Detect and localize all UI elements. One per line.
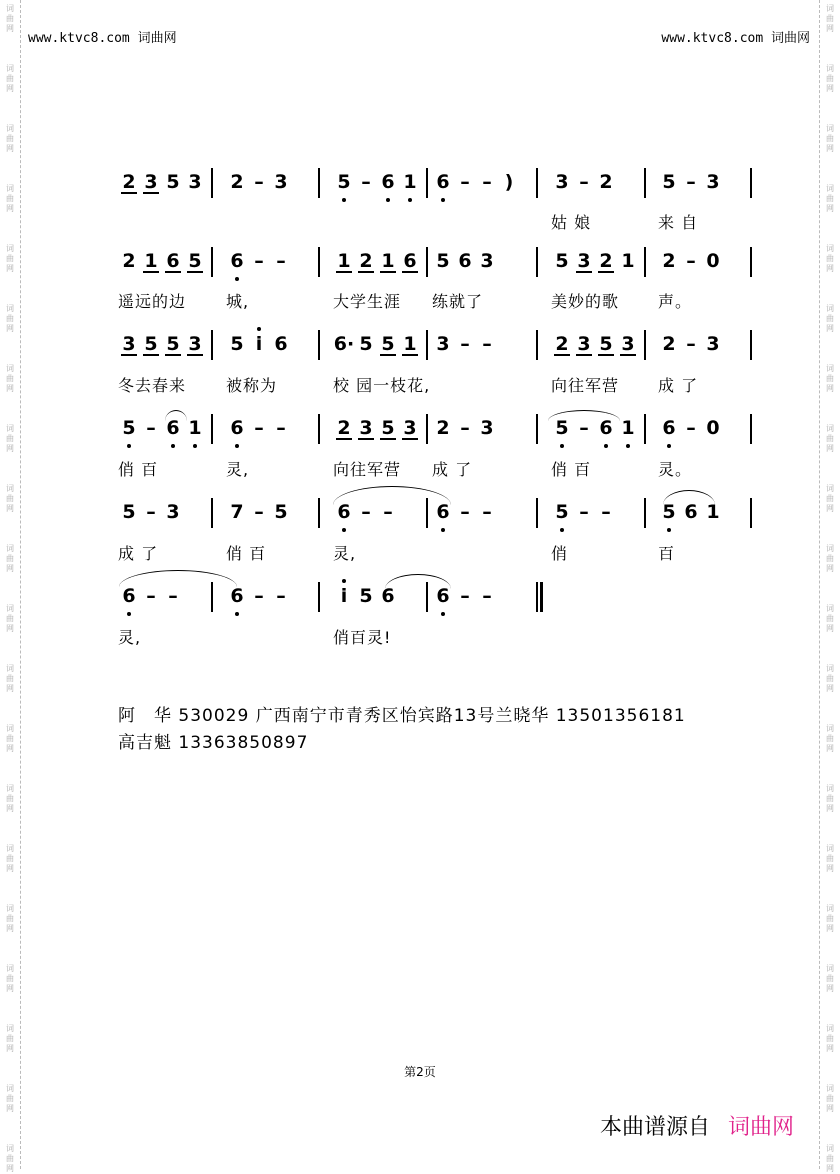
watermark-text: 词 曲 网 (6, 364, 14, 393)
watermark-text: 词 曲 网 (826, 1024, 834, 1053)
page-number: 第2页 (404, 1065, 436, 1079)
note: 3 (274, 171, 288, 193)
score-measure (226, 582, 292, 622)
note: – (168, 585, 178, 607)
lyric: 向往军营 (551, 376, 620, 395)
note: i (248, 330, 270, 358)
note: 5 (662, 171, 676, 193)
note: 1 (184, 414, 206, 442)
note: – (254, 417, 264, 439)
barline (426, 247, 428, 277)
barline (318, 498, 320, 528)
note: 5 (551, 414, 573, 442)
lyric: 声。 (658, 292, 693, 311)
lyric: 灵, (118, 628, 142, 647)
score-measure (226, 168, 292, 208)
note: 1 (621, 250, 635, 272)
score-measure (333, 414, 421, 454)
barline (536, 498, 538, 528)
note: 2 (122, 250, 136, 272)
watermark-text: 词 曲 网 (6, 304, 14, 333)
barline (211, 498, 213, 528)
watermark-text: 词 曲 网 (6, 184, 14, 213)
score-measure (432, 247, 498, 287)
score-measure (118, 414, 206, 454)
note: – (579, 501, 589, 523)
note: – (146, 585, 156, 607)
watermark-text: 词 曲 网 (826, 364, 834, 393)
note: 5 (230, 333, 244, 355)
note: – (579, 417, 589, 439)
score-measure (118, 330, 206, 370)
note: 6 (399, 247, 421, 275)
barline (750, 498, 752, 528)
barline (536, 414, 538, 444)
slur (165, 410, 187, 421)
note: – (482, 501, 492, 523)
barline (318, 168, 320, 198)
lyric: 俏 百 (551, 460, 592, 479)
watermark-text: 词 曲 网 (826, 604, 834, 633)
watermark-text: 词 曲 网 (826, 664, 834, 693)
note: – (276, 417, 286, 439)
note: 3 (573, 247, 595, 275)
note: – (254, 585, 264, 607)
note: 5 (359, 585, 373, 607)
lyric: 百 (658, 544, 676, 563)
note: 5 (658, 498, 680, 526)
lyric: 俏 百 (118, 460, 159, 479)
note: – (276, 250, 286, 272)
note: 5 (184, 247, 206, 275)
note: – (254, 250, 264, 272)
barline (536, 168, 538, 198)
note: 3 (188, 171, 202, 193)
note: 5 (551, 498, 573, 526)
note: 6 (226, 582, 248, 610)
watermark-text: 词 曲 网 (6, 604, 14, 633)
score-measure (432, 414, 498, 454)
note: – (686, 250, 696, 272)
note: 5 (377, 414, 399, 442)
source-prefix: 本曲谱源自 (599, 1115, 710, 1140)
score-measure (658, 247, 724, 287)
note: 2 (595, 247, 617, 275)
score-measure (333, 168, 421, 208)
score-row (118, 330, 758, 370)
note: 6 (432, 582, 454, 610)
note: – (254, 171, 264, 193)
watermark-text: 词 曲 网 (6, 124, 14, 153)
note: – (579, 171, 589, 193)
lyric: 俏百灵! (333, 628, 392, 647)
lyric: 姑 娘 (551, 213, 592, 232)
note: 3 (480, 417, 494, 439)
barline (536, 582, 538, 612)
header-site-left[interactable]: www.ktvc8.com 词曲网 (28, 31, 177, 46)
watermark-text: 词 曲 网 (826, 784, 834, 813)
note: 6 (432, 498, 454, 526)
note: 6 (658, 414, 680, 442)
lyric: 俏 (551, 544, 569, 563)
note: 2 (551, 330, 573, 358)
note: 1 (140, 247, 162, 275)
watermark-text: 词 曲 网 (826, 244, 834, 273)
watermark-text: 词 曲 网 (6, 424, 14, 453)
watermark-text: 词 曲 网 (826, 424, 834, 453)
note: 2 (599, 171, 613, 193)
score-measure (118, 247, 206, 287)
score-row (118, 168, 758, 208)
lyric: 向往军营 (333, 460, 402, 479)
watermark-text: 词 曲 网 (826, 904, 834, 933)
watermark-text: 词 曲 网 (826, 844, 834, 873)
score-measure (226, 247, 292, 287)
watermark-text: 词 曲 网 (826, 184, 834, 213)
left-margin-watermark (0, 0, 21, 1173)
slur (548, 410, 620, 421)
watermark-text: 词 曲 网 (6, 904, 14, 933)
source-brand-link[interactable]: 词曲网 (727, 1115, 794, 1140)
barline (644, 168, 646, 198)
score-measure (226, 330, 292, 370)
note: 1 (399, 330, 421, 358)
lyric: 成 了 (118, 544, 159, 563)
watermark-text: 词 曲 网 (6, 724, 14, 753)
score-measure (551, 330, 639, 370)
note: 0 (706, 417, 720, 439)
final-barline (540, 582, 543, 612)
note: 6 (162, 247, 184, 275)
note: 6 (432, 168, 454, 196)
score-row (118, 247, 758, 287)
note: 2 (355, 247, 377, 275)
watermark-text: 词 曲 网 (826, 124, 834, 153)
note: 3 (399, 414, 421, 442)
slur (119, 570, 237, 587)
note: 6 (162, 414, 184, 442)
note: – (460, 333, 470, 355)
barline (211, 414, 213, 444)
note: 6 (118, 582, 140, 610)
note: 6 (274, 333, 288, 355)
note: 5 (359, 333, 373, 355)
note: 3 (480, 250, 494, 272)
barline (211, 247, 213, 277)
barline (318, 330, 320, 360)
watermark-text: 词 曲 网 (6, 844, 14, 873)
watermark-text: 词 曲 网 (826, 304, 834, 333)
note: 3 (355, 414, 377, 442)
note: 2 (118, 168, 140, 196)
note: 6 (381, 585, 395, 607)
note: – (482, 333, 492, 355)
lyric: 城, (226, 292, 250, 311)
note: – (361, 171, 371, 193)
score-measure (118, 582, 184, 622)
note: 7 (230, 501, 244, 523)
barline (644, 247, 646, 277)
note: ) (504, 171, 514, 193)
note: 6 (226, 414, 248, 442)
note: 5 (377, 330, 399, 358)
note: 3 (706, 171, 720, 193)
note: 1 (706, 501, 720, 523)
lyric: 来 自 (658, 213, 699, 232)
watermark-text: 词 曲 网 (826, 4, 834, 33)
watermark-text: 词 曲 网 (6, 1084, 14, 1113)
note: 6 (458, 250, 472, 272)
note: 6 (377, 168, 399, 196)
watermark-text: 词 曲 网 (826, 1084, 834, 1113)
note: 6 (333, 498, 355, 526)
lyric: 灵, (226, 460, 250, 479)
score-measure (118, 498, 184, 538)
note: 6· (333, 333, 355, 355)
note: 3 (555, 171, 569, 193)
barline (536, 247, 538, 277)
note: 3 (166, 501, 180, 523)
note: – (146, 417, 156, 439)
slur (385, 574, 451, 589)
score-measure (551, 168, 617, 208)
watermark-text: 词 曲 网 (6, 664, 14, 693)
barline (426, 330, 428, 360)
score-measure (658, 330, 724, 370)
note: 1 (333, 247, 355, 275)
score-measure (226, 414, 292, 454)
source-credit (600, 1110, 794, 1141)
slur (333, 486, 451, 505)
score-measure (658, 414, 724, 454)
lyric: 遥远的边 (118, 292, 187, 311)
score-measure (551, 498, 617, 538)
watermark-text: 词 曲 网 (6, 544, 14, 573)
watermark-text: 词 曲 网 (826, 1144, 834, 1173)
watermark-text: 词 曲 网 (6, 784, 14, 813)
note: i (333, 582, 355, 610)
lyric: 冬去春来 (118, 376, 187, 395)
note: 0 (706, 250, 720, 272)
watermark-text: 词 曲 网 (6, 484, 14, 513)
score-measure (432, 168, 520, 208)
watermark-text: 词 曲 网 (6, 244, 14, 273)
contact-line-1: 阿 华 530029 广西南宁市青秀区怡宾路13号兰晓华 13501356181 (118, 706, 686, 726)
barline (318, 247, 320, 277)
watermark-text: 词 曲 网 (826, 64, 834, 93)
score-measure (551, 247, 639, 287)
lyric: 成 了 (658, 376, 699, 395)
barline (536, 330, 538, 360)
watermark-text: 词 曲 网 (6, 1144, 14, 1173)
note: 3 (617, 330, 639, 358)
note: – (383, 501, 393, 523)
lyric: 大学生涯 (333, 292, 402, 311)
note: 5 (166, 171, 180, 193)
slur (663, 490, 715, 505)
score-row (118, 414, 758, 454)
note: – (460, 585, 470, 607)
barline (426, 168, 428, 198)
barline (750, 414, 752, 444)
barline (750, 168, 752, 198)
score-measure (333, 330, 421, 370)
lyric: 成 了 (432, 460, 473, 479)
watermark-text: 词 曲 网 (826, 544, 834, 573)
watermark-text: 词 曲 网 (826, 964, 834, 993)
note: – (482, 171, 492, 193)
note: – (276, 585, 286, 607)
watermark-text: 词 曲 网 (826, 724, 834, 753)
note: 1 (617, 414, 639, 442)
note: 5 (595, 330, 617, 358)
lyric: 练就了 (432, 292, 484, 311)
note: 6 (684, 501, 698, 523)
watermark-text: 词 曲 网 (6, 64, 14, 93)
score-measure (658, 168, 724, 208)
note: 5 (436, 250, 450, 272)
note: – (460, 417, 470, 439)
barline (211, 330, 213, 360)
note: 5 (333, 168, 355, 196)
note: 5 (274, 501, 288, 523)
note: – (482, 585, 492, 607)
note: 3 (140, 168, 162, 196)
lyric: 被称为 (226, 376, 278, 395)
note: 2 (662, 250, 676, 272)
lyric: 校 园一枝花, (333, 376, 431, 395)
note: 3 (573, 330, 595, 358)
note: 5 (162, 330, 184, 358)
note: 6 (595, 414, 617, 442)
lyric: 灵。 (658, 460, 693, 479)
score-measure (333, 247, 421, 287)
barline (750, 247, 752, 277)
score-measure (118, 168, 206, 208)
note: 3 (184, 330, 206, 358)
barline (644, 498, 646, 528)
note: 2 (230, 171, 244, 193)
note: – (146, 501, 156, 523)
watermark-text: 词 曲 网 (6, 4, 14, 33)
watermark-text: 词 曲 网 (6, 964, 14, 993)
note: – (254, 501, 264, 523)
note: 5 (118, 414, 140, 442)
note: 3 (436, 333, 450, 355)
watermark-text: 词 曲 网 (6, 1024, 14, 1053)
note: 2 (662, 333, 676, 355)
note: 1 (377, 247, 399, 275)
contact-line-2: 高吉魁 13363850897 (118, 733, 309, 753)
note: – (686, 333, 696, 355)
note: 2 (333, 414, 355, 442)
note: 3 (706, 333, 720, 355)
note: – (361, 501, 371, 523)
header-site-right[interactable]: www.ktvc8.com 词曲网 (661, 31, 810, 46)
barline (318, 582, 320, 612)
barline (750, 330, 752, 360)
score-measure (226, 498, 292, 538)
barline (318, 414, 320, 444)
note: 2 (436, 417, 450, 439)
watermark-text: 词 曲 网 (826, 484, 834, 513)
barline (644, 414, 646, 444)
lyric: 俏 百 (226, 544, 267, 563)
barline (426, 414, 428, 444)
right-margin-watermark (819, 0, 840, 1173)
barline (211, 168, 213, 198)
note: 6 (226, 247, 248, 275)
lyric: 美妙的歌 (551, 292, 620, 311)
note: – (686, 417, 696, 439)
note: – (460, 501, 470, 523)
note: – (601, 501, 611, 523)
note: 5 (555, 250, 569, 272)
score-measure (432, 330, 498, 370)
note: 5 (140, 330, 162, 358)
note: 1 (399, 168, 421, 196)
note: 5 (122, 501, 136, 523)
lyric: 灵, (333, 544, 357, 563)
barline (644, 330, 646, 360)
note: – (460, 171, 470, 193)
note: – (686, 171, 696, 193)
note: 3 (118, 330, 140, 358)
